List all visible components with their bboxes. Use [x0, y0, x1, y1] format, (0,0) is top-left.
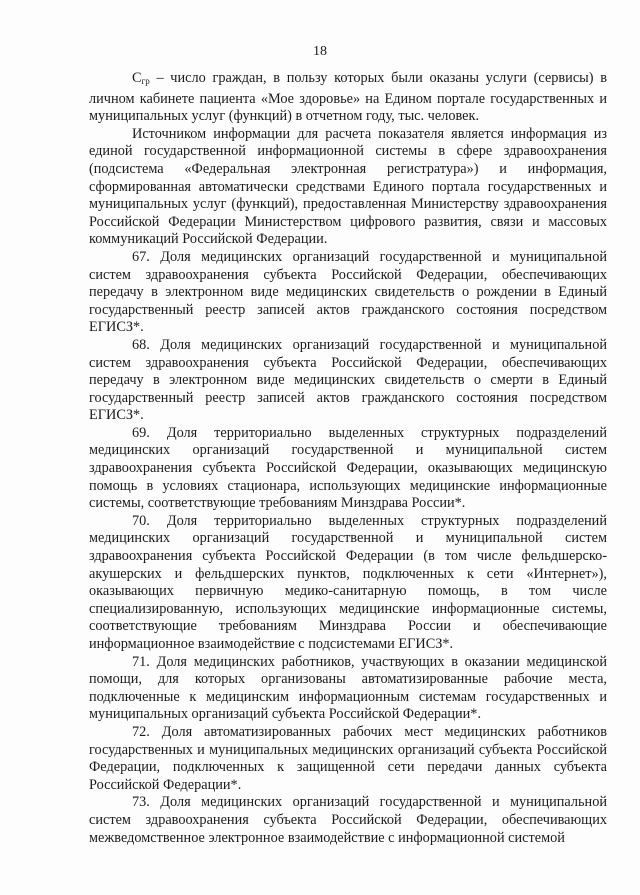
paragraph-formula-definition	[89, 70, 607, 126]
paragraph-item-70: 70. Доля территориально выделенных структурных подразделений медицинских организаций государственной и муниципальной систем здравоохранения субъекта Российской Федерации (в том числе фельдшерско-акушерских и фельдшерских пунктов, подключенных к сети «Интернет»), оказывающих первичную медико-санитарную помощь, в том числе специализированную, использующих медицинские информационные системы, соответствующие требованиям Минздрава России и обеспечивающие информационное взаимодействие с подсистемами ЕГИСЗ*.	[89, 512, 607, 652]
formula-subscript: гр	[141, 76, 150, 86]
paragraph-item-73: 73. Доля медицинских организаций государственной и муниципальной систем здравоохранения субъекта Российской Федерации, обеспечивающих межведомственное электронное взаимодействие с информационной системой	[89, 794, 607, 846]
paragraph-item-68: 68. Доля медицинских организаций государственной и муниципальной систем здравоохранения субъекта Российской Федерации, обеспечивающих передачу в электронном виде медицинских свидетельств о смерти в Единый государственный реестр записей актов гражданского состояния посредством ЕГИСЗ*.	[89, 336, 607, 424]
paragraph-item-67: 67. Доля медицинских организаций государственной и муниципальной систем здравоохранения субъекта Российской Федерации, обеспечивающих передачу в электронном виде медицинских свидетельств о рождении в Единый государственный реестр записей актов гражданского состояния посредством ЕГИСЗ*.	[89, 248, 607, 336]
document-body	[89, 70, 607, 847]
formula-symbol: С	[132, 70, 142, 86]
paragraph-item-72: 72. Доля автоматизированных рабочих мест медицинских работников государственных и муниципальных медицинских организаций субъекта Российской Федерации, подключенных к защищенной сети передачи данных субъекта Российской Федерации*.	[89, 723, 607, 793]
paragraph-item-69: 69. Доля территориально выделенных структурных подразделений медицинских организаций государственной и муниципальной систем здравоохранения субъекта Российской Федерации, оказывающих медицинскую помощь в условиях стационара, использующих медицинские информационные системы, соответствующие требованиям Минздрава России*.	[89, 424, 607, 512]
page-number: 18	[313, 44, 327, 59]
paragraph-information-source: Источником информации для расчета показателя является информация из единой государственной информационной системы в сфере здравоохранения (подсистема «Федеральная электронная регистратура») и информация, сформированная автоматически средствами Единого портала государственных и муниципальных услуг (функций), предоставленная Министерству здравоохранения Российской Федерации Министерством цифрового развития, связи и массовых коммуникаций Российской Федерации.	[89, 125, 607, 248]
formula-definition-text: – число граждан, в пользу которых были оказаны услуги (сервисы) в личном кабинете пациента «Мое здоровье» на Едином портале государственных и муниципальных услуг (функций) в отчетном году, тыс. человек.	[89, 70, 607, 125]
paragraph-item-71: 71. Доля медицинских работников, участвующих в оказании медицинской помощи, для которых организованы автоматизированные рабочие места, подключенные к медицинским информационным системам государственных и муниципальных организаций субъекта Российской Федерации*.	[89, 653, 607, 723]
